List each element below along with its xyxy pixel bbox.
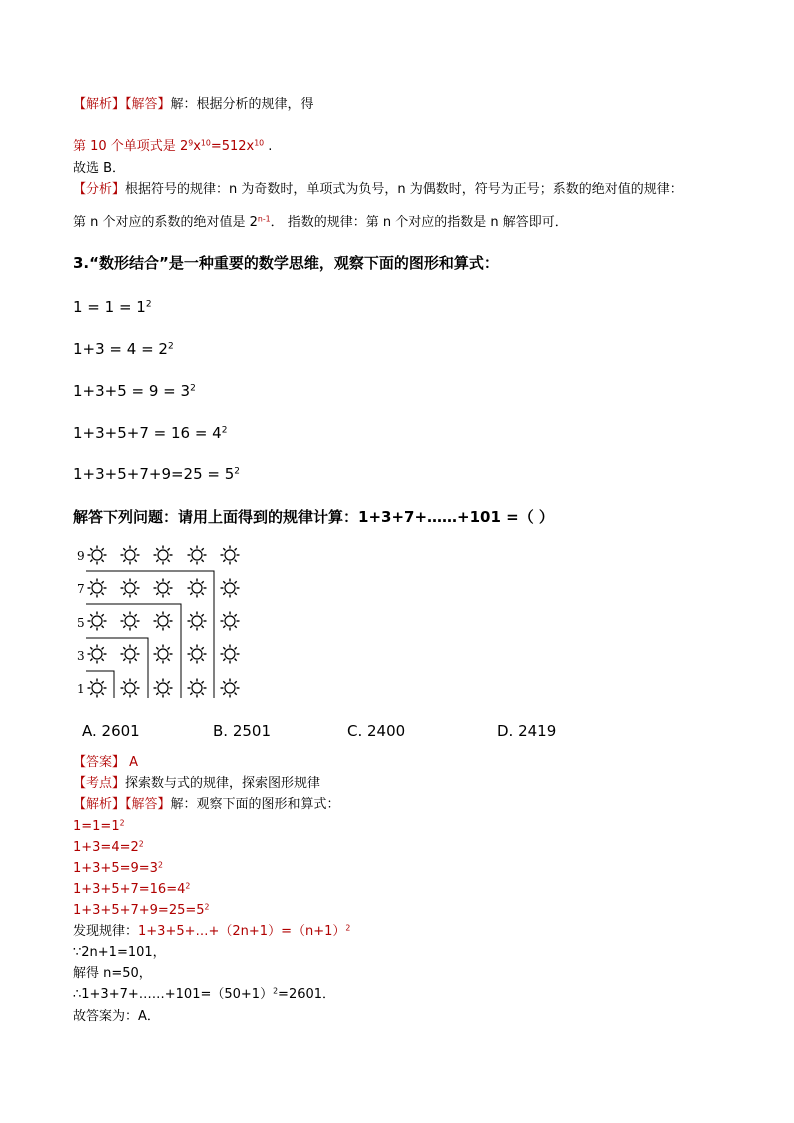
solution-equation-2: $1+3=4=2^2$ [73, 839, 144, 855]
analysis-rule-line: 【分析】根据符号的规律：n 为奇数时，单项式为负号，n 为偶数时，符号为正号；系数的绝对值的规律： [73, 182, 683, 197]
keypoint-line: 【考点】探索数与式的规律，探索图形规律 [73, 776, 321, 791]
question-prompt: 解答下列问题：请用上面得到的规律计算：1+3+7+……+101 =（ ） [73, 508, 554, 526]
answer-line: 【答案】 A [73, 755, 139, 770]
since-line: ∵2n+1=101， [73, 945, 166, 960]
choose-b-line: 故选 B． [73, 161, 126, 176]
equation-5: $1+3+5+7+9=25 = 5^2$ [73, 465, 241, 483]
row-label-9: 9 [77, 549, 85, 563]
analysis-line: 【解析】【解答】解：根据分析的规律，得 [73, 97, 314, 112]
option-c: C. 2400 [347, 722, 406, 740]
monomial-line: 第 10 个单项式是 $2^9x^{10}=512x^{10}$ . [73, 138, 273, 154]
solution-equation-5: $1+3+5+7+9=25=5^2$ [73, 902, 210, 918]
rule-line: 发现规律：$1+3+5+\dots+(2n+1)=(n+1)^2$ [73, 923, 351, 939]
option-d: D. 2419 [497, 722, 557, 740]
option-b: B. 2501 [213, 722, 272, 740]
sun-grid-figure [72, 538, 252, 703]
final-answer-line: 故答案为：A． [73, 1009, 160, 1024]
sun-icons [88, 546, 240, 698]
solve-line: 解得 n=50， [73, 966, 152, 981]
equation-2: $1+3 = 4 = 2^2$ [73, 340, 174, 358]
row-label-1: 1 [77, 682, 85, 696]
solution-equation-4: $1+3+5+7=16=4^2$ [73, 881, 191, 897]
row-label-3: 3 [77, 649, 85, 663]
l-shape-borders [86, 571, 214, 698]
equation-1: $1 = 1 = 1^2$ [73, 298, 152, 316]
equation-3: $1+3+5 = 9 = 3^2$ [73, 382, 196, 400]
question-title: 3.“数形结合”是一种重要的数学思维，观察下面的图形和算式： [73, 254, 499, 272]
row-label-7: 7 [77, 582, 85, 596]
coefficient-line: 第 n 个对应的系数的绝对值是 2$^{n-1}$． 指数的规律：第 n 个对应的指数是 n 解答即可． [73, 214, 568, 230]
solution-equation-1: $1=1=1^2$ [73, 818, 125, 834]
equation-4: $1+3+5+7 = 16 = 4^2$ [73, 424, 228, 442]
solution-analysis-line: 【解析】【解答】解：观察下面的图形和算式： [73, 797, 340, 812]
option-a: A. 2601 [82, 722, 140, 740]
solution-equation-3: $1+3+5=9=3^2$ [73, 860, 163, 876]
therefore-line: $\therefore 1+3+7+\dots\dots+101=(50+1)^2=2601$． [73, 986, 336, 1002]
row-label-5: 5 [77, 616, 85, 630]
